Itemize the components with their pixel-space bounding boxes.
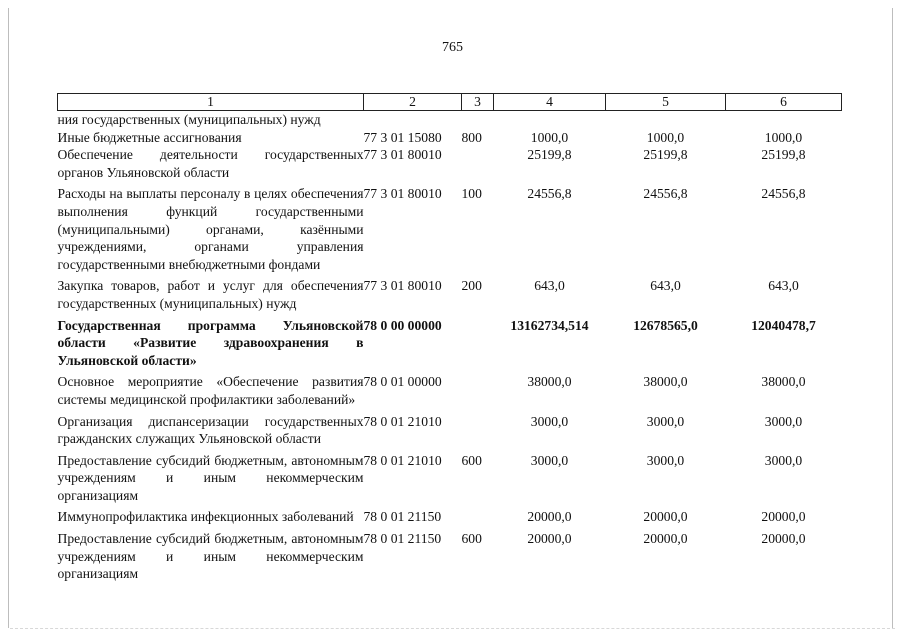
row-code-cell: 78 0 00 00000: [363, 317, 442, 333]
row-name-cell: ния государственных (муниципальных) нужд: [57, 112, 321, 127]
row-code-cell: 77 3 01 80010: [363, 278, 442, 294]
row-name-cell: Закупка товаров, работ и услуг для обеспечения государственных (муниципальных) нужд: [57, 278, 364, 311]
row-amount-year2-cell: 3000,0: [646, 413, 685, 429]
row-amount-year2-cell: 20000,0: [643, 531, 688, 547]
row-amount-year3-cell: 20000,0: [761, 509, 806, 525]
row-name-cell: Иммунопрофилактика инфекционных заболеваний: [57, 509, 354, 525]
row-name-cell: Предоставление субсидий бюджетным, автономным учреждениям и иным некоммерческим организациям: [57, 452, 364, 503]
table-row: [58, 273, 842, 312]
row-expense-type-cell: [462, 313, 494, 370]
table-row: [58, 369, 842, 408]
column-header-2: 2: [364, 94, 462, 111]
row-amount-year3-cell: 38000,0: [761, 374, 806, 390]
row-amount-year1-cell: 38000,0: [527, 374, 572, 390]
row-expense-type-cell: [462, 409, 494, 448]
table-row: [58, 129, 842, 147]
row-expense-type-cell: 600: [461, 452, 482, 468]
row-amount-year3-cell: 25199,8: [761, 147, 806, 163]
row-expense-type-cell: [462, 369, 494, 408]
row-amount-year2-cell: 1000,0: [646, 129, 685, 145]
row-code-cell: 77 3 01 80010: [363, 147, 442, 163]
row-amount-year1-cell: 20000,0: [527, 531, 572, 547]
row-amount-year2-cell: 20000,0: [643, 509, 688, 525]
column-header-4: 4: [494, 94, 606, 111]
row-amount-year1-cell: 13162734,514: [510, 317, 589, 333]
row-expense-type-cell: [462, 111, 494, 129]
row-amount-year3-cell: [726, 111, 842, 129]
row-expense-type-cell: 800: [461, 129, 482, 145]
row-amount-year1-cell: 1000,0: [530, 129, 569, 145]
row-name-cell: Расходы на выплаты персоналу в целях обеспечения выполнения функций государственными (муниципальными) органами, казёнными учреждениями, органами управления государственными внебюджетными фондами: [57, 186, 364, 272]
row-amount-year2-cell: [606, 111, 726, 129]
row-amount-year2-cell: 24556,8: [643, 186, 688, 202]
row-amount-year1-cell: 3000,0: [530, 452, 569, 468]
row-name-cell: Иные бюджетные ассигнования: [57, 129, 242, 145]
row-amount-year2-cell: 643,0: [650, 278, 681, 294]
table-row: [58, 448, 842, 505]
scan-artifact-line: [10, 628, 895, 630]
row-amount-year3-cell: 24556,8: [761, 186, 806, 202]
row-code-cell: [364, 111, 462, 129]
row-amount-year3-cell: 12040478,7: [751, 317, 816, 333]
table-row: [58, 111, 842, 129]
table-header-row: [58, 94, 842, 111]
row-amount-year3-cell: 643,0: [768, 278, 799, 294]
row-amount-year1-cell: 643,0: [534, 278, 565, 294]
row-amount-year2-cell: 38000,0: [643, 374, 688, 390]
column-header-6: 6: [726, 94, 842, 111]
budget-table: [57, 93, 842, 583]
row-amount-year2-cell: 12678565,0: [633, 317, 698, 333]
row-amount-year2-cell: 25199,8: [643, 147, 688, 163]
row-expense-type-cell: 200: [461, 278, 482, 294]
row-amount-year1-cell: [494, 111, 606, 129]
row-code-cell: 78 0 01 21150: [363, 531, 442, 547]
row-expense-type-cell: 100: [461, 186, 482, 202]
row-amount-year3-cell: 3000,0: [764, 413, 803, 429]
row-code-cell: 78 0 01 21150: [363, 509, 442, 525]
row-amount-year3-cell: 20000,0: [761, 531, 806, 547]
row-expense-type-cell: [462, 146, 494, 181]
row-code-cell: 78 0 01 21010: [363, 413, 442, 429]
row-name-cell: Предоставление субсидий бюджетным, автономным учреждениям и иным некоммерческим организациям: [57, 531, 364, 582]
row-amount-year3-cell: 3000,0: [764, 452, 803, 468]
row-amount-year1-cell: 3000,0: [530, 413, 569, 429]
row-expense-type-cell: [462, 504, 494, 526]
column-header-1: 1: [58, 94, 364, 111]
row-name-cell: Организация диспансеризации государственных гражданских служащих Ульяновской области: [57, 413, 364, 447]
row-code-cell: 77 3 01 15080: [363, 129, 442, 145]
row-code-cell: 78 0 01 00000: [363, 374, 442, 390]
table-row: [58, 313, 842, 370]
column-header-5: 5: [606, 94, 726, 111]
table-row: [58, 504, 842, 526]
page-number: 765: [442, 40, 463, 55]
table-row: [58, 181, 842, 273]
row-amount-year2-cell: 3000,0: [646, 452, 685, 468]
table-row: [58, 526, 842, 583]
row-name-cell: Государственная программа Ульяновской области «Развитие здравоохранения в Ульяновской области»: [57, 317, 364, 368]
row-name-cell: Обеспечение деятельности государственных органов Ульяновской области: [57, 147, 364, 180]
row-expense-type-cell: 600: [461, 531, 482, 547]
table-row: [58, 146, 842, 181]
table-row: [58, 409, 842, 448]
row-amount-year3-cell: 1000,0: [764, 129, 803, 145]
row-amount-year1-cell: 20000,0: [527, 509, 572, 525]
row-code-cell: 77 3 01 80010: [363, 186, 442, 202]
row-code-cell: 78 0 01 21010: [363, 452, 442, 468]
row-amount-year1-cell: 24556,8: [527, 186, 572, 202]
row-name-cell: Основное мероприятие «Обеспечение развития системы медицинской профилактики заболеваний»: [57, 374, 364, 407]
column-header-3: 3: [462, 94, 494, 111]
row-amount-year1-cell: 25199,8: [527, 147, 572, 163]
